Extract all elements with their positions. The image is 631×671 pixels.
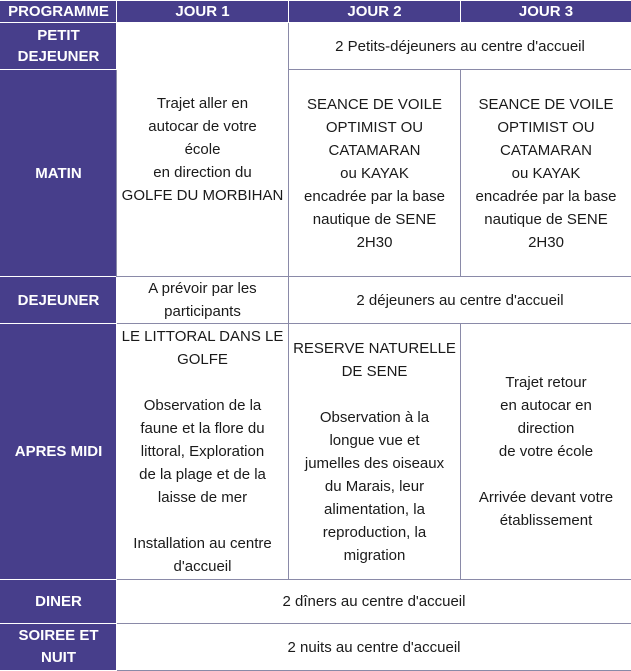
row-petit-dejeuner — [1, 23, 631, 70]
header-jour-3: JOUR 3 — [461, 1, 631, 23]
cell-matin-jour-3: SEANCE DE VOILE OPTIMIST OU CATAMARAN ou KAYAK encadrée par la base nautique de SENE 2H30 — [461, 70, 631, 277]
label-diner: DINER — [1, 580, 117, 624]
cell-matin-jour-2: SEANCE DE VOILE OPTIMIST OU CATAMARAN ou KAYAK encadrée par la base nautique de SENE 2H30 — [289, 70, 461, 277]
cell-apres-midi-jour-2: RESERVE NATURELLE DE SENE Observation à la longue vue et jumelles des oiseaux du Marais, leur alimentation, la reproduction, la migration — [289, 324, 461, 580]
row-apres-midi — [1, 324, 631, 580]
cell-matin-jour-1: Trajet aller en autocar de votre école en direction du GOLFE DU MORBIHAN — [117, 23, 289, 277]
label-dejeuner: DEJEUNER — [1, 277, 117, 324]
row-matin — [1, 70, 631, 277]
label-matin: MATIN — [1, 70, 117, 277]
header-programme: PROGRAMME — [1, 1, 117, 23]
label-petit-dejeuner: PETIT DEJEUNER — [1, 23, 117, 70]
cell-diner-all: 2 dîners au centre d'accueil — [117, 580, 631, 624]
row-diner — [1, 580, 631, 624]
label-apres-midi: APRES MIDI — [1, 324, 117, 580]
cell-apres-midi-jour-1: LE LITTORAL DANS LE GOLFE Observation de la faune et la flore du littoral, Exploration de la plage et de la laisse de mer Installation au centre d'accueil — [117, 324, 289, 580]
cell-petit-dejeuner-jours-2-3: 2 Petits-déjeuners au centre d'accueil — [289, 23, 631, 70]
label-soiree: SOIREE ET NUIT — [1, 624, 117, 671]
header-jour-1: JOUR 1 — [117, 1, 289, 23]
header-row — [1, 1, 631, 23]
row-soiree — [1, 624, 631, 671]
row-dejeuner — [1, 277, 631, 324]
cell-soiree-all: 2 nuits au centre d'accueil — [117, 624, 631, 671]
cell-apres-midi-jour-3: Trajet retour en autocar en direction de votre école Arrivée devant votre établissement — [461, 324, 631, 580]
cell-dejeuner-jours-2-3: 2 déjeuners au centre d'accueil — [289, 277, 631, 324]
header-jour-2: JOUR 2 — [289, 1, 461, 23]
cell-dejeuner-jour-1: A prévoir par les participants — [117, 277, 289, 324]
